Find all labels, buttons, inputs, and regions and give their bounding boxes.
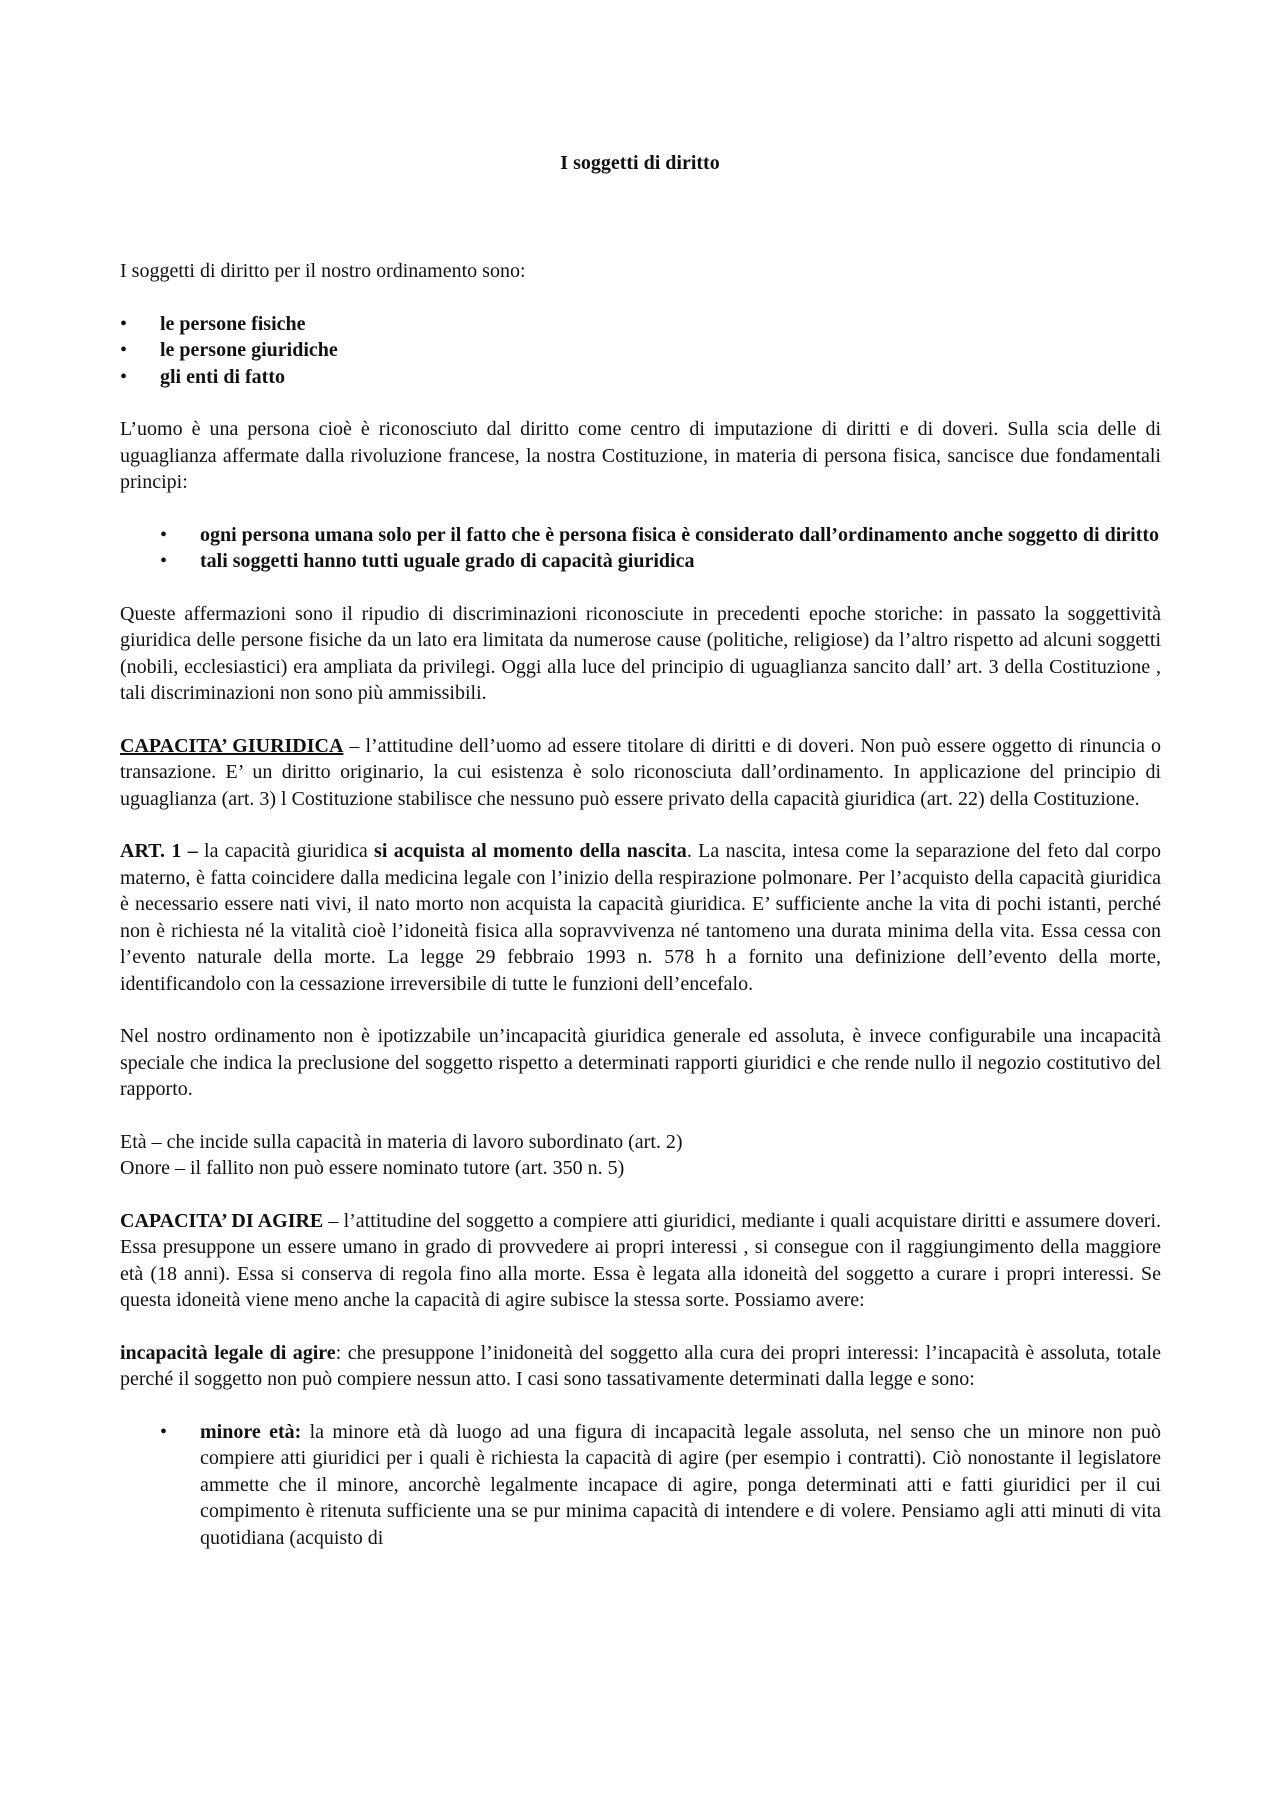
intro-paragraph: I soggetti di diritto per il nostro ordinamento sono: bbox=[120, 260, 526, 282]
list-item: • minore età: la minore età dà luogo ad una figura di incapacità legale assoluta, nel senso che un minore non può compiere atti giuridici per i quali è richiesta la capacità di agire (per esempio i contratti). Ciò nonostante il legislatore ammette che il minore, ancorchè legalmente incapace di agire, ponga determinati atti e fatti giuridici per il cui compimento è ritenuta sufficiente una se pur minima capacità di intendere e di volere. Pensiamo agli atti minuti di vita quotidiana (acquisto di bbox=[160, 1420, 1161, 1549]
list-item: • le persone giuridiche bbox=[120, 337, 1161, 364]
minore-eta-heading: minore età: bbox=[200, 1420, 302, 1443]
capacita-agire-heading: CAPACITA’ DI AGIRE bbox=[120, 1209, 324, 1232]
incapacita-legale-paragraph: incapacità legale di agire: che presuppone l’inidoneità del soggetto alla cura dei propri interessi: l’incapacità è assoluta, totale perché il soggetto non può compiere nessun atto. I casi sono tassativamente determinati dalla legge e sono: bbox=[120, 1341, 1161, 1390]
list-item: • ogni persona umana solo per il fatto che è persona fisica è considerato dall’ordinamento anche soggetto di diritto bbox=[120, 522, 1161, 549]
examples-paragraph bbox=[120, 1129, 1161, 1182]
eta-line: Età – che incide sulla capacità in materia di lavoro subordinato (art. 2) bbox=[120, 1130, 683, 1153]
document-title: I soggetti di diritto bbox=[560, 152, 720, 174]
ripudio-paragraph: Queste affermazioni sono il ripudio di discriminazioni riconosciute in precedenti epoche storiche: in passato la soggettività giuridica delle persone fisiche da un lato era limitata da numerose cause (politiche, religiose) da l’altro rispetto ad alcuni soggetti (nobili, ecclesiastici) era ampliata da privilegi. Oggi alla luce del principio di uguaglianza sancito dall’ art. 3 della Costituzione , tali discriminazioni non sono più ammissibili. bbox=[120, 602, 1161, 704]
list-item: • le persone fisiche bbox=[120, 311, 1161, 338]
incapacity-cases-list bbox=[120, 1419, 1161, 1552]
bullet-icon: • bbox=[160, 523, 168, 546]
onore-line: Onore – il fallito non può essere nominato tutore (art. 350 n. 5) bbox=[120, 1157, 625, 1179]
bullet-icon: • bbox=[120, 312, 128, 335]
bullet-icon: • bbox=[120, 365, 128, 388]
principles-list bbox=[120, 522, 1161, 575]
uomo-paragraph: L’uomo è una persona cioè è riconosciuto dal diritto come centro di imputazione di diritti e di doveri. Sulla scia delle di uguaglianza affermate dalla rivoluzione francese, la nostra Costituzione, in materia di persona fisica, sancisce due fondamentali principi: bbox=[120, 418, 1161, 493]
bullet-icon: • bbox=[120, 339, 128, 361]
bullet-icon: • bbox=[160, 550, 168, 572]
list-item: • tali soggetti hanno tutti uguale grado di capacità giuridica bbox=[120, 548, 1161, 575]
capacita-agire-paragraph: CAPACITA’ DI AGIRE – l’attitudine del soggetto a compiere atti giuridici, mediante i quali acquistare diritti e assumere doveri. Essa presuppone un essere umano in grado di provvedere ai propri interessi , si consegue con il raggiungimento della maggiore età (18 anni). Essa si conserva di regola fino alla morte. Essa è legata alla idoneità del soggetto a curare i propri interessi. Se questa idoneità viene meno anche la capacità di agire subisce la stessa sorte. Possiamo avere: bbox=[120, 1209, 1162, 1311]
capacita-giuridica-paragraph: CAPACITA’ GIURIDICA – l’attitudine dell’uomo ad essere titolare di diritti e di doveri. Non può essere oggetto di rinuncia o transazione. E’ un diritto originario, la cui esistenza è solo riconosciuta dall’ordinamento. In applicazione del principio di uguaglianza (art. 3) l Costituzione stabilisce che nessuno può essere privato della capacità giuridica (art. 22) della Costituzione. bbox=[120, 734, 1161, 810]
capacita-giuridica-heading: CAPACITA’ GIURIDICA bbox=[120, 734, 344, 757]
incapacita-paragraph: Nel nostro ordinamento non è ipotizzabile un’incapacità giuridica generale ed assoluta, è invece configurabile una incapacità speciale che indica la preclusione del soggetto rispetto a determinati rapporti giuridici e che rende nullo il negozio costitutivo del rapporto. bbox=[120, 1025, 1161, 1100]
list-item: • gli enti di fatto bbox=[120, 364, 1161, 391]
subjects-list bbox=[120, 311, 1161, 391]
art1-paragraph: ART. 1 – la capacità giuridica si acquista al momento della nascita. La nascita, intesa come la separazione del feto dal corpo materno, è fatta coincidere dalla medicina legale con l’inizio della respirazione polmonare. Per l’acquisto della capacità giuridica è necessario essere nati vivi, il nato morto non acquista la capacità giuridica. E’ sufficiente anche la vita di pochi istanti, perché non è richiesta né la vitalità cioè l’idoneità fisica alla sopravvivenza né tantomeno una durata minima della vita. Essa cessa con l’evento naturale della morte. La legge 29 febbraio 1993 n. 578 h a fornito una definizione dell’evento della morte, identificandolo con la cessazione irreversibile di tutte le funzioni dell’encefalo. bbox=[120, 840, 1161, 995]
incapacita-legale-heading: incapacità legale di agire bbox=[120, 1341, 336, 1364]
document-body bbox=[120, 258, 1161, 1577]
art1-heading: ART. 1 – bbox=[120, 840, 198, 862]
bullet-icon: • bbox=[160, 1420, 168, 1443]
